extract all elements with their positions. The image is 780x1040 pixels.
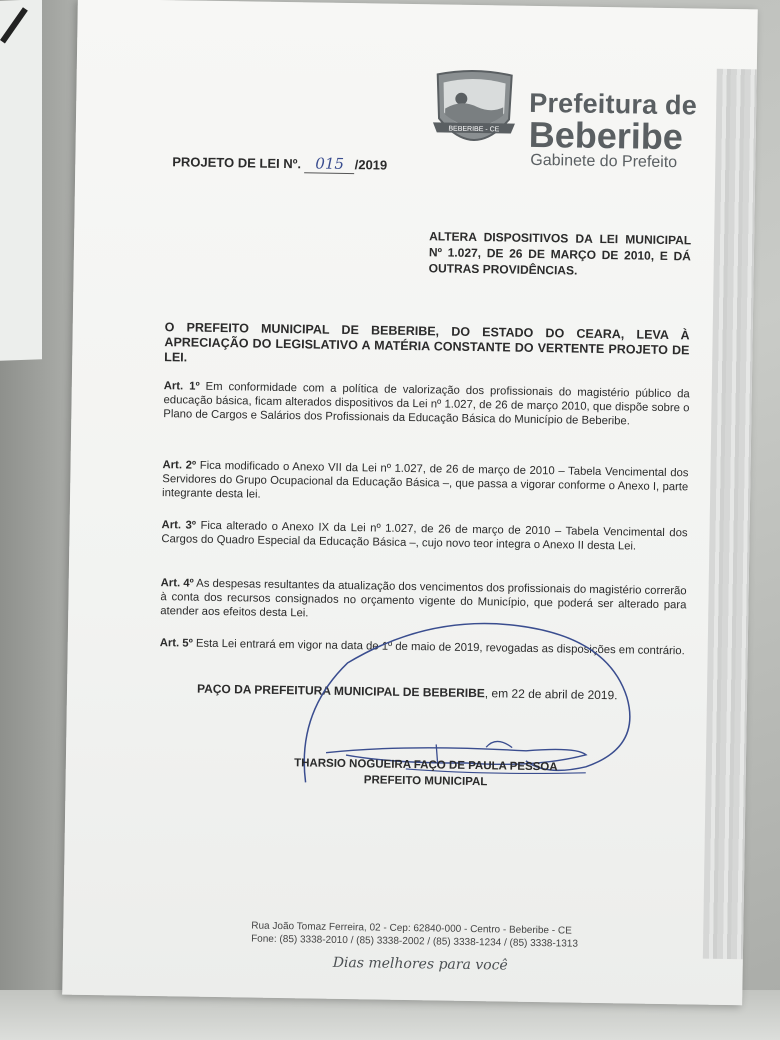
- document-page: [62, 0, 758, 1005]
- ementa: ALTERA DISPOSITIVOS DA LEI MUNICIPAL Nº 1.027, DE 26 DE MARÇO DE 2010, E DÁ OUTRAS PROVIDÊNCIAS.: [428, 229, 692, 278]
- brand-line-1: Prefeitura de: [529, 87, 698, 121]
- article-1: [163, 379, 690, 429]
- closing-date: , em 22 de abril de 2019.: [484, 686, 618, 703]
- bill-suffix: /2019: [354, 157, 388, 173]
- footer-slogan: Dias melhores para você: [332, 954, 508, 974]
- article-label: Art. 5º: [159, 637, 193, 650]
- article-label: Art. 2º: [162, 459, 197, 472]
- page-side-band: [703, 69, 757, 960]
- footer-address: [251, 920, 578, 951]
- article-text: As despesas resultantes da atualização dos vencimentos dos profissionais do magistério correrão à conta dos recursos consignados no orçamento vigente do Município, que poderá ser alterado para atender aos efeitos desta Lei.: [160, 577, 687, 620]
- signer-name: THARSIO NOGUEIRA FAÇO DE PAULA PESSOA: [294, 757, 558, 774]
- article-text: Esta Lei entrará em vigor na data de 1º de maio de 2019, revogadas as disposições em contrário.: [192, 637, 685, 658]
- seal-text: BEBERIBE - CE: [448, 125, 500, 134]
- article-3: [161, 518, 687, 554]
- phone-line: Fone: (85) 3338-2010 / (85) 3338-2002 / (85) 3338-1234 / (85) 3338-1313: [251, 933, 579, 950]
- address-line: Rua João Tomaz Ferreira, 02 - Cep: 62840-000 - Centro - Beberibe - CE: [251, 920, 572, 937]
- brand-subtitle: Gabinete do Prefeito: [530, 151, 678, 172]
- bill-number-handwritten: 015: [305, 154, 355, 174]
- article-text: Em conformidade com a política de valorização dos profissionais do magistério público da educação básica, ficam alterados dispositivos da Lei nº 1.027, de 26 de março 2010, que dispõe sobre o Plano de Cargos e Salários dos Profissionais da Educação Básica do Município de Beberibe.: [163, 380, 690, 428]
- signer-role: PREFEITO MUNICIPAL: [363, 774, 488, 789]
- municipal-seal-icon: [430, 68, 517, 155]
- brand-line-2: Beberibe: [528, 113, 684, 158]
- article-label: Art. 1º: [163, 380, 200, 393]
- preamble: O PREFEITO MUNICIPAL DE BEBERIBE, DO ESTADO DO CEARA, LEVA À APRECIAÇÃO DO LEGISLATIVO A MATÉRIA CONSTANTE DO VERTENTE PROJETO DE LEI.: [164, 320, 690, 365]
- bill-prefix: PROJETO DE LEI Nº.: [172, 154, 302, 172]
- article-text: Fica modificado o Anexo VII da Lei nº 1.027, de 26 de março de 2010 – Tabela Vencimental dos Servidores do Grupo Ocupacional da Educação Básica –, que passa a vigorar conforme o Anexo I, parte integrante desta lei.: [162, 459, 689, 501]
- article-text: Fica alterado o Anexo IX da Lei nº 1.027, de 26 de março de 2010 – Tabela Vencimental dos Cargos do Quadro Especial da Educação Básica –, cujo novo teor integra o Anexo II desta Lei.: [161, 519, 688, 553]
- paper-underneath: [0, 0, 42, 361]
- article-label: Art. 4º: [160, 577, 194, 590]
- article-2: [162, 458, 689, 508]
- closing-place: PAÇO DA PREFEITURA MUNICIPAL DE BEBERIBE: [196, 681, 485, 701]
- article-label: Art. 3º: [161, 519, 197, 532]
- bill-number-line: [172, 152, 387, 174]
